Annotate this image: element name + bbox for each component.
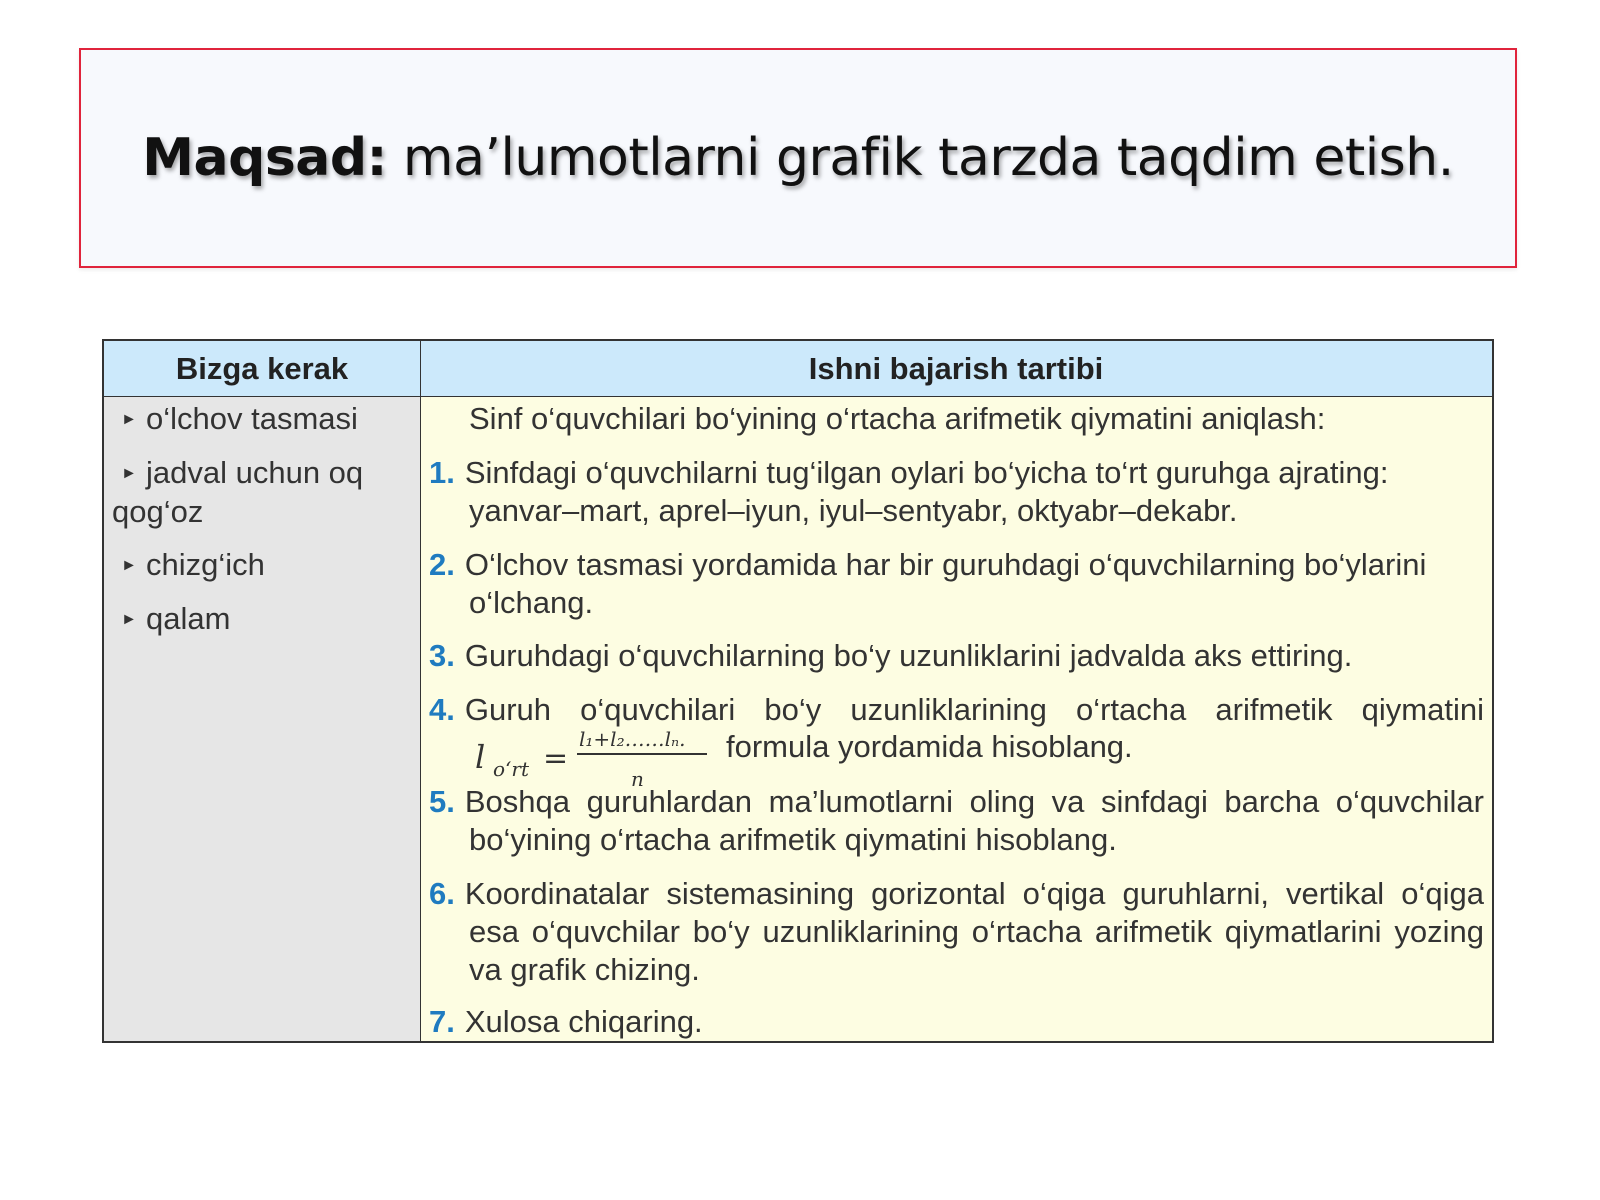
step-text: O‘lchov tasmasi yordamida har bir guruhdagi o‘quvchilarning bo‘ylarini [464,547,1427,582]
need-text: jadval uchun oq [146,455,364,490]
bullet-icon: ► [121,411,137,428]
step-text: Guruhdagi o‘quvchilarning bo‘y uzunliklarini jadvalda aks ettiring. [464,638,1353,673]
bullet-icon: ► [121,465,137,482]
table-header-row [104,341,1492,397]
header-needs: Bizga kerak [175,350,349,386]
step-number: 7. [429,1004,455,1039]
formula-lhs-subscript: o‘rt [493,757,529,781]
need-item [112,400,412,439]
step-text: Guruh o‘quvchilari bo‘y uzunliklarining o‘rtacha arifmetik qiymatini [464,692,1484,727]
step-7 [429,1003,1484,1041]
title-box [79,48,1517,268]
needs-column [104,397,420,1041]
step-number: 5. [429,784,455,819]
step-text: Koordinatalar sistemasining gorizontal o‘qiga guruhlarni, vertikal o‘qiga [464,876,1484,911]
step-text: Xulosa chiqaring. [464,1004,703,1039]
step-text-continued: va grafik chizing. [469,952,700,987]
step-4 [429,691,1484,729]
procedure-intro: Sinf o‘quvchilari bo‘yining o‘rtacha arifmetik qiymatini aniqlash: [469,401,1326,436]
step-text: Sinfdagi o‘quvchilarni tug‘ilgan oylari bo‘yicha to‘rt guruhga ajrating: [464,455,1389,490]
formula-numerator: l₁+l₂……lₙ. [579,728,686,751]
step-3 [429,637,1484,675]
bullet-icon: ► [121,611,137,628]
bullet-icon: ► [121,557,137,574]
step-number: 6. [429,876,455,911]
step-text: Boshqa guruhlardan ma’lumotlarni oling va sinfdagi barcha o‘quvchilar [464,784,1484,819]
step-number: 1. [429,455,455,490]
need-text: chizg‘ich [146,547,265,582]
step-number: 3. [429,638,455,673]
title-text: ma’lumotlarni grafik tarzda taqdim etish. [386,128,1454,188]
step-text-continued: o‘lchang. [469,585,594,620]
step-1 [429,454,1484,530]
formula-equals: = [543,741,569,776]
procedure-column [421,397,1492,1041]
step-5 [429,783,1484,859]
instructions-table [102,339,1494,1043]
step-text-continued: bo‘yining o‘rtacha arifmetik qiymatini hisoblang. [469,822,1117,857]
step-number: 2. [429,547,455,582]
step-6 [429,875,1484,989]
step-text-continued: esa o‘quvchilar bo‘y uzunliklarining o‘rtacha arifmetik qiymatlarini yozing [469,914,1484,949]
column-divider [420,341,421,1041]
formula-denominator: n [631,767,644,791]
need-item [112,600,412,639]
need-item [112,546,412,585]
step-number: 4. [429,692,455,727]
need-text-continued: qog‘oz [112,494,204,529]
header-procedure: Ishni bajarish tartibi [808,350,1104,386]
title-label: Maqsad: [142,128,387,188]
step-text-continued: yanvar–mart, aprel–iyun, iyul–sentyabr, oktyabr–dekabr. [469,493,1238,528]
need-text: qalam [146,601,231,636]
need-text: o‘lchov tasmasi [146,401,358,436]
slide-title [142,128,1453,188]
need-item [112,454,412,531]
formula-lhs: l [475,738,486,776]
step-4-continued: formula yordamida hisoblang. [726,729,1133,764]
step-2 [429,546,1484,622]
